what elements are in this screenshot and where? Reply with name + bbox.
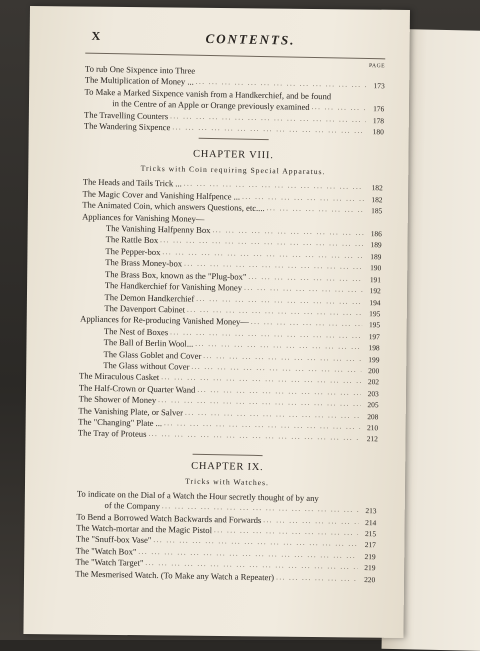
entry-page-number: 205 xyxy=(367,400,379,410)
entry-title: The Brass Box, known as the "Plug-box" xyxy=(104,268,247,282)
entry-page-number: 203 xyxy=(367,388,379,399)
contents-column xyxy=(75,25,386,586)
entry-title: To Bend a Borrowed Watch Backwards and Forwards xyxy=(76,511,262,525)
entry-page-number: 189 xyxy=(370,251,382,262)
page-header xyxy=(85,25,385,57)
entry-page-number xyxy=(364,217,382,229)
entry-title: To Make a Marked Sixpence vanish from a Handkerchief, and be found xyxy=(84,86,332,102)
entry-page-number: 176 xyxy=(373,104,385,114)
entry-page-number: 194 xyxy=(369,297,381,307)
entry-page-number: 190 xyxy=(370,263,382,273)
chapter-9-entries xyxy=(75,488,377,585)
entry-title: The Multiplication of Money ... xyxy=(84,74,194,88)
chapter-heading: CHAPTER IX. xyxy=(191,460,264,473)
entry-title: The Rattle Box xyxy=(105,234,159,246)
entry-title: The Ball of Berlin Wool... xyxy=(103,337,194,349)
page-number: X xyxy=(91,28,101,43)
entry-page-number: 199 xyxy=(368,354,380,364)
entry-title: The Glass Goblet and Cover xyxy=(103,348,202,361)
entry-title: The Wandering Sixpence xyxy=(83,120,171,133)
chapter-subheading: Tricks with Coin requiring Special Apparatus. xyxy=(140,164,326,177)
entry-page-number: 220 xyxy=(364,574,376,584)
entry-page-number: 173 xyxy=(373,81,385,91)
entry-title: Appliances for Vanishing Money— xyxy=(82,211,205,224)
entry-page-number: 212 xyxy=(366,434,379,444)
entry-page-number: 191 xyxy=(369,274,382,284)
entry-title: The "Watch Box" xyxy=(75,545,137,557)
entry-title: The Shower of Money xyxy=(78,393,157,406)
entry-title: The "Watch Target" xyxy=(75,556,144,569)
entry-title: Appliances for Re-producing Vanished Money— xyxy=(80,313,250,328)
entry-title-continuation: in the Centre of an Apple or Orange previously examined xyxy=(112,98,310,113)
entry-page-number: 185 xyxy=(371,206,383,216)
entry-title: The Miraculous Casket xyxy=(78,370,160,383)
entry-title: The Travelling Counters xyxy=(84,109,169,121)
entry-title: To rub One Sixpence into Three xyxy=(84,63,196,76)
entry-title: To indicate on the Dial of a Watch the Hour secretly thought of by any xyxy=(76,488,319,503)
entry-title-continuation: of the Company xyxy=(104,500,161,512)
entry-title: The Half-Crown or Quarter Wand xyxy=(78,382,196,395)
entry-title: The "Changing" Plate ... xyxy=(78,416,163,429)
entry-page-number: 195 xyxy=(368,320,381,330)
entry-page-number: 182 xyxy=(371,194,383,205)
entry-title: The Pepper-box xyxy=(105,245,161,257)
entry-page-number: 195 xyxy=(369,308,381,319)
entry-page-number: 178 xyxy=(372,115,385,125)
entry-page-number: 217 xyxy=(364,540,376,550)
entry-page-number: 213 xyxy=(365,506,377,516)
entry-page-number: 198 xyxy=(368,343,380,353)
entry-page-number: 192 xyxy=(369,286,381,296)
chapter-8-entries xyxy=(78,177,383,445)
entry-title: The Brass Money-box xyxy=(105,257,183,269)
page-column-label: PAGE xyxy=(368,63,386,70)
entry-title: The Vanishing Halfpenny Box xyxy=(105,223,211,236)
entry-title: The Tray of Proteus xyxy=(77,427,147,440)
book-page xyxy=(23,6,410,638)
chapter-subheading: Tricks with Watches. xyxy=(185,476,270,487)
leader-dots xyxy=(274,572,357,585)
entry-title: The Demon Handkerchief xyxy=(104,291,195,304)
entry-page-number: 186 xyxy=(370,229,382,239)
entry-title: The Mesmerised Watch. (To Make any Watch a Repeater) xyxy=(75,568,275,582)
divider xyxy=(193,454,263,456)
entry-title: The Nest of Boxes xyxy=(103,325,169,337)
entry-page-number: 200 xyxy=(368,366,380,376)
page-title: CONTENTS. xyxy=(205,30,296,48)
entry-page-number: 208 xyxy=(367,411,379,421)
entry-title: The "Snuff-box Vase" xyxy=(75,533,152,546)
entry-page-number: 219 xyxy=(364,551,376,562)
entry-title: The Watch-mortar and the Magic Pistol xyxy=(76,522,213,536)
entry-page-number: 197 xyxy=(368,331,380,342)
entry-title: The Animated Coin, which answers Questions, etc.... xyxy=(82,199,265,214)
entry-title: The Magic Cover and Vanishing Halfpence ... xyxy=(82,188,241,202)
entry-page-number: 189 xyxy=(370,240,382,250)
top-entries xyxy=(84,64,385,138)
entry-page-number: 180 xyxy=(372,127,384,137)
entry-title: The Glass without Cover xyxy=(103,359,190,372)
entry-title: The Davenport Cabinet xyxy=(104,302,186,315)
entry-page-number: 214 xyxy=(365,517,377,527)
entry-page-number: 202 xyxy=(367,377,380,387)
entry-title: The Vanishing Plate, or Salver xyxy=(78,405,184,418)
entry-page-number: 210 xyxy=(366,423,379,433)
divider xyxy=(199,138,269,140)
leader-dots xyxy=(170,122,366,137)
entry-title: The Heads and Tails Trick ... xyxy=(82,177,182,189)
entry-page-number: 182 xyxy=(371,183,383,193)
chapter-heading: CHAPTER VIII. xyxy=(192,149,274,162)
entry-page-number: 215 xyxy=(364,529,377,539)
entry-page-number: 219 xyxy=(364,563,376,573)
entry-page-number xyxy=(367,69,385,81)
entry-title: The Handkerchief for Vanishing Money xyxy=(104,280,243,293)
